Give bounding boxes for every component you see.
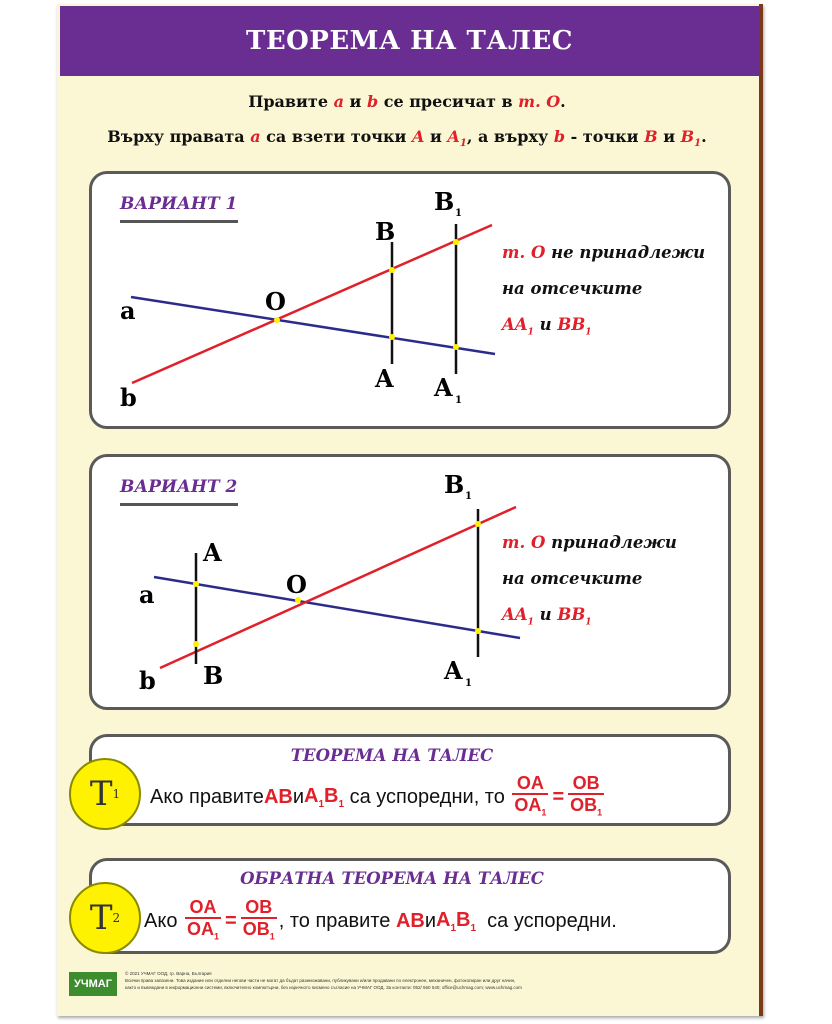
intro-line-2: Върху правата a са взети точки A и $A_1$, а върху b - точки B и $B_1$. — [107, 127, 707, 150]
variant-2-diagram — [92, 457, 532, 707]
publisher-logo: УЧМАГ — [69, 972, 117, 996]
page-title: ТЕОРЕМА НА ТАЛЕС — [60, 6, 759, 76]
variant-2-card — [89, 454, 731, 710]
label-B1: B — [444, 470, 465, 499]
intro-line-1: Правите a и b се пресичат в т. О. — [248, 92, 566, 111]
theorem-2-title: ОБРАТНА ТЕОРЕМА НА ТАЛЕС — [240, 869, 544, 888]
point-B — [193, 641, 199, 647]
fraction-OA-OA1: $\frac{OA}{OA_1}$ — [185, 897, 221, 947]
variant-2-note: т. О принадлежи на отсечките $AA_1$ и $BB_1$ — [502, 533, 677, 628]
label-A1: A — [444, 656, 463, 685]
fraction-OB-OB1: $\frac{OB}{OB_1}$ — [241, 897, 277, 947]
point-B — [389, 267, 395, 273]
fraction-OA-OA1: $\frac{OA}{OA_1}$ — [512, 773, 548, 823]
footer — [69, 970, 749, 1000]
label-a: a — [120, 296, 136, 325]
svg-text:1: 1 — [455, 395, 462, 406]
variant-1-title: ВАРИАНТ 1 — [120, 194, 238, 214]
copyright-text: © 2021 УЧМАГ ООД, гр. Варна, България Всички права запазени. Това издание или отделни негови части не могат да бъдат размножавани, публикувани и/или продавани по електронен, механичен, фотокопиран или друг начин, както и въвеждани в информационни системи, включително компютърни, без изричното писмено съгласие на УЧМАГ ООД. За контакти: 052/ 560 540; office@uchmag.com; www.uchmag.com — [125, 971, 522, 990]
variant-1-diagram — [92, 174, 512, 424]
line-b — [132, 225, 492, 383]
label-A: A — [203, 538, 222, 567]
svg-text:1: 1 — [455, 208, 462, 219]
label-B1: B — [434, 187, 455, 216]
point-O — [274, 317, 280, 323]
label-a: a — [139, 580, 155, 609]
label-b: b — [120, 383, 137, 412]
point-A1 — [453, 344, 459, 350]
point-A1 — [475, 628, 481, 634]
line-a — [154, 577, 520, 638]
label-B: B — [375, 217, 396, 246]
label-A1: A — [434, 373, 453, 402]
svg-text:1: 1 — [465, 491, 472, 502]
label-A: A — [375, 364, 394, 393]
point-A — [389, 334, 395, 340]
variant-2-title: ВАРИАНТ 2 — [120, 477, 238, 497]
theorem-1-badge: T 1 — [69, 758, 141, 830]
theorem-1-statement: Ако правите AB и $A_1B_1$ са успоредни, то $\frac{OA}{OA_1}$ = $\frac{OB}{OB_1}$ — [150, 773, 606, 823]
variant-1-card — [89, 171, 731, 429]
theorem-2-badge: T 2 — [69, 882, 141, 954]
line-a — [131, 297, 495, 354]
point-A — [193, 581, 199, 587]
theorem-2-statement: Ако $\frac{OA}{OA_1}$ = $\frac{OB}{OB_1}$ , то правите AB и $A_1B_1$ са успоредни. — [144, 897, 617, 947]
theorem-1-title: ТЕОРЕМА НА ТАЛЕС — [290, 746, 494, 765]
theorem-1-card — [89, 734, 731, 826]
point-B1 — [475, 521, 481, 527]
fraction-OB-OB1: $\frac{OB}{OB_1}$ — [568, 773, 604, 823]
poster — [57, 4, 763, 1016]
svg-text:1: 1 — [465, 678, 472, 689]
label-B: B — [203, 661, 224, 690]
variant-1-note: т. О не принадлежи на отсечките $AA_1$ и $BB_1$ — [502, 243, 706, 338]
label-O: O — [286, 570, 307, 599]
label-b: b — [139, 666, 156, 695]
point-B1 — [453, 239, 459, 245]
theorem-2-card — [89, 858, 731, 954]
label-O: O — [265, 287, 286, 316]
